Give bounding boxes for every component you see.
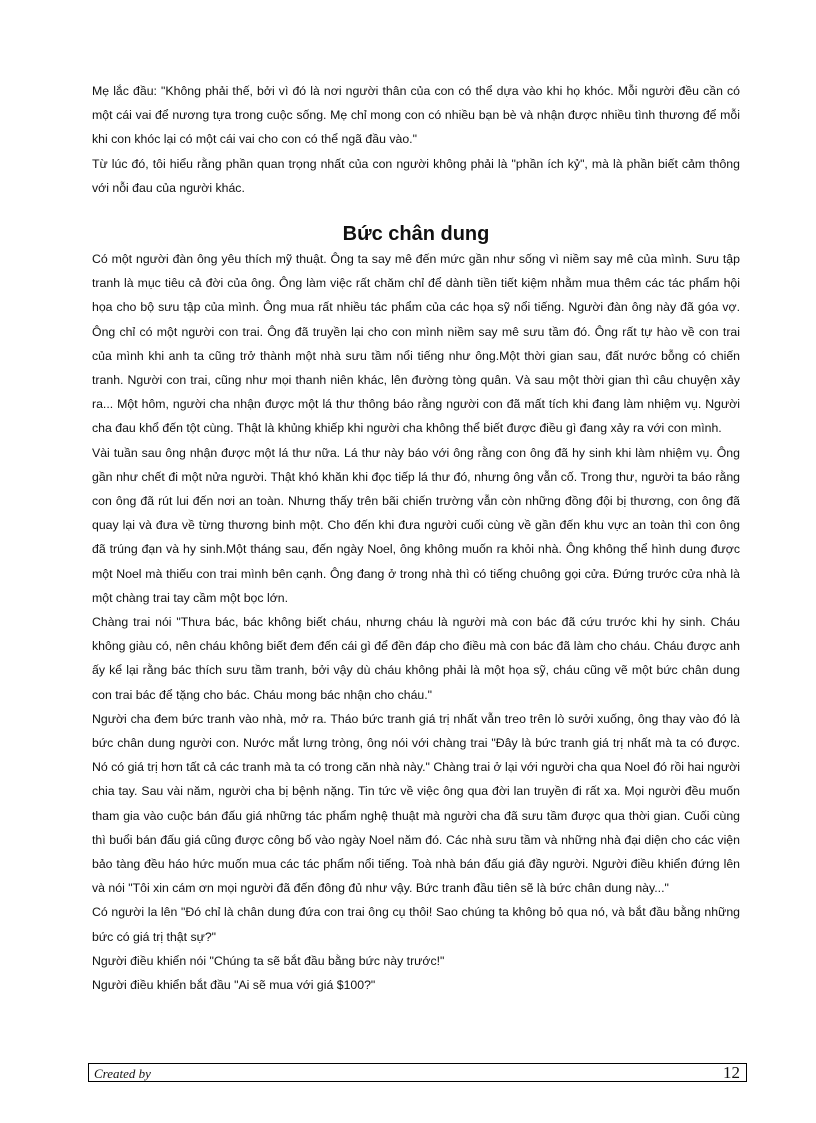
page-footer <box>88 1063 747 1082</box>
footer-created-by: Created by <box>94 1066 151 1081</box>
page-number: 12 <box>723 1063 740 1082</box>
story-paragraph: Chàng trai nói "Thưa bác, bác không biết cháu, nhưng cháu là người mà con bác đã cứu trước khi hy sinh. Cháu không giàu có, nên cháu không biết đem đến cái gì để đền đáp cho điều mà con bác đã làm cho cháu. Cháu được anh ấy kể lại rằng bác thích sưu tầm tranh, bởi vậy dù cháu không phải là một họa sỹ, cháu cũng vẽ một bức chân dung con trai bác để tặng cho bác. Cháu mong bác nhận cho cháu." <box>92 615 740 702</box>
story-paragraph: Có người la lên "Đó chỉ là chân dung đứa con trai ông cụ thôi! Sao chúng ta không bỏ qua nó, và bắt đầu bằng những bức có giá trị thật sự?" <box>92 905 740 944</box>
intro-paragraph: Từ lúc đó, tôi hiểu rằng phần quan trọng nhất của con người không phải là "phần ích kỷ", mà là phần biết cảm thông với nỗi đau của người khác. <box>92 156 740 195</box>
story-paragraph: Người điều khiển bắt đầu "Ai sẽ mua với giá $100?" <box>92 978 376 993</box>
story-paragraph: Người cha đem bức tranh vào nhà, mở ra. Tháo bức tranh giá trị nhất vẫn treo trên lò sưởi xuống, ông thay vào đó là bức chân dung người con. Nước mắt lưng tròng, ông nói với chàng trai "Đây là bức tranh giá trị nhất mà ta có được. Nó có giá trị hơn tất cả các tranh mà ta có trong căn nhà này." Chàng trai ở lại với người cha qua Noel đó rồi hai người chia tay. Sau vài năm, người cha bị bệnh nặng. Tin tức về việc ông qua đời lan truyền đi rất xa. Mọi người đều muốn tham gia vào cuộc bán đấu giá những tác phẩm nghệ thuật mà người cha đã sưu tầm được qua thời gian. Cuối cùng thì buổi bán đấu giá cũng được công bố vào ngày Noel năm đó. Các nhà sưu tầm và những nhà đại diện cho các viện bảo tàng đều háo hức muốn mua các tác phẩm nổi tiếng. Toà nhà bán đấu giá đầy người. Người điều khiển đứng lên và nói "Tôi xin cám ơn mọi người đã đến đông đủ như vậy. Bức tranh đầu tiên sẽ là bức chân dung này..." <box>92 711 740 896</box>
story-title: Bức chân dung <box>342 223 490 245</box>
story-paragraph: Người điều khiển nói "Chúng ta sẽ bắt đầu bằng bức này trước!" <box>92 953 445 968</box>
story-paragraph: Có một người đàn ông yêu thích mỹ thuật. Ông ta say mê đến mức gần như sống vì niềm say mê của mình. Sưu tập tranh là mục tiêu cả đời của ông. Ông làm việc rất chăm chỉ để dành tiền tiết kiệm nhằm mua thêm các tác phẩm hội họa cho bộ sưu tập của mình. Ông mua rất nhiều tác phẩm của các họa sỹ nổi tiếng. Người đàn ông này đã góa vợ. Ông chỉ có một người con trai. Ông đã truyền lại cho con mình niềm say mê sưu tầm đó. Ông rất tự hào về con trai của mình khi anh ta cũng trở thành một nhà sưu tầm nổi tiếng như ông.Một thời gian sau, đất nước bỗng có chiến tranh. Người con trai, cũng như mọi thanh niên khác, lên đường tòng quân. Và sau một thời gian thì câu chuyện xảy ra... Một hôm, người cha nhận được một lá thư thông báo rằng người con đã mất tích khi đang làm nhiệm vụ. Người cha đau khổ đến tột cùng. Thật là khủng khiếp khi người cha không thể biết được điều gì đang xảy ra với con mình. <box>92 252 740 436</box>
story-paragraph: Vài tuần sau ông nhận được một lá thư nữa. Lá thư này báo với ông rằng con ông đã hy sinh khi làm nhiệm vụ. Ông gần như chết đi một nửa người. Thật khó khăn khi đọc tiếp lá thư đó, nhưng ông vẫn cố. Trong thư, người ta báo rằng con ông đã rút lui đến nơi an toàn. Nhưng thấy trên bãi chiến trường vẫn còn những đồng đội bị thương, con ông đã quay lại và đưa về từng thương binh một. Cho đến khi đưa người cuối cùng về gần đến khu vực an toàn thì con ông đã trúng đạn và hy sinh.Một tháng sau, đến ngày Noel, ông không muốn ra khỏi nhà. Ông không thể hình dung được một Noel mà thiếu con trai mình bên cạnh. Ông đang ở trong nhà thì có tiếng chuông gọi cửa. Đứng trước cửa nhà là một chàng trai tay cầm một bọc lớn. <box>92 445 740 605</box>
intro-paragraph: Mẹ lắc đầu: "Không phải thế, bởi vì đó là nơi người thân của con có thể dựa vào khi họ khóc. Mỗi người đều cần có một cái vai để nương tựa trong cuộc sống. Mẹ chỉ mong con có nhiều bạn bè và nhận được nhiều tình thương để mỗi khi con khóc lại có một cái vai cho con có thể ngã đầu vào." <box>92 84 740 147</box>
story-section <box>92 247 740 997</box>
intro-section <box>92 79 740 200</box>
